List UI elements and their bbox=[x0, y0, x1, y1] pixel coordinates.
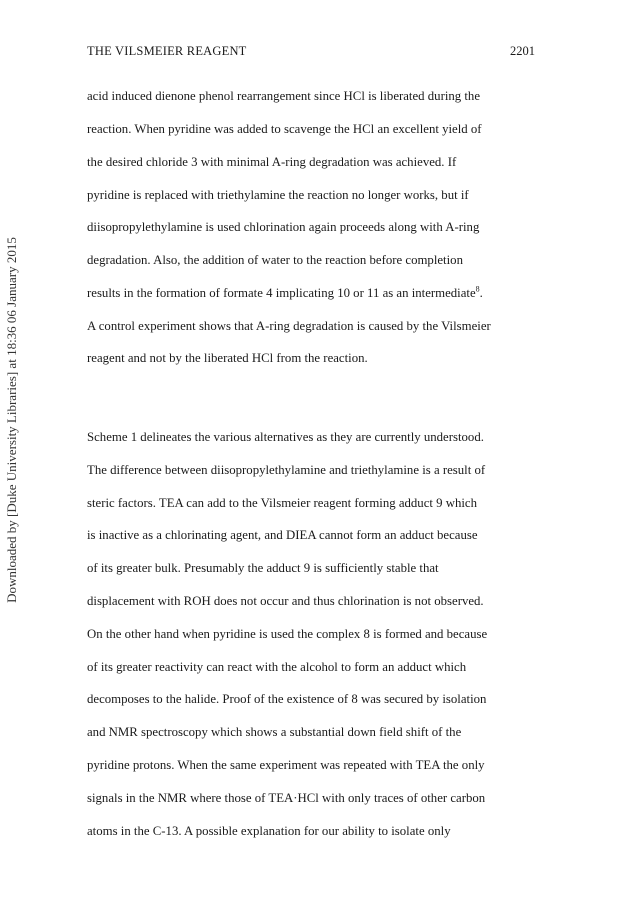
page-number: 2201 bbox=[510, 44, 535, 58]
text-line: signals in the NMR where those of TEA·HCl with only traces of other carbon bbox=[87, 791, 486, 805]
text-line: of its greater bulk. Presumably the adduct 9 is sufficiently stable that bbox=[87, 561, 439, 575]
text-line: reagent and not by the liberated HCl from the reaction. bbox=[87, 351, 368, 365]
running-header-title: THE VILSMEIER REAGENT bbox=[87, 44, 247, 58]
text-line-with-footnote bbox=[87, 285, 483, 301]
text-line: displacement with ROH does not occur and thus chlorination is not observed. bbox=[87, 594, 484, 608]
text-line: and NMR spectroscopy which shows a substantial down field shift of the bbox=[87, 725, 462, 739]
text-line: diisopropylethylamine is used chlorination again proceeds along with A-ring bbox=[87, 220, 480, 234]
text-line: On the other hand when pyridine is used the complex 8 is formed and because bbox=[87, 627, 488, 641]
text-line: The difference between diisopropylethylamine and triethylamine is a result of bbox=[87, 463, 486, 477]
text-line: atoms in the C-13. A possible explanation for our ability to isolate only bbox=[87, 824, 451, 838]
text-line: steric factors. TEA can add to the Vilsmeier reagent forming adduct 9 which bbox=[87, 496, 478, 510]
text-line: acid induced dienone phenol rearrangement since HCl is liberated during the bbox=[87, 89, 481, 103]
text-line: pyridine protons. When the same experiment was repeated with TEA the only bbox=[87, 758, 485, 772]
text-line: Scheme 1 delineates the various alternatives as they are currently understood. bbox=[87, 430, 484, 444]
text-line-body: results in the formation of formate 4 implicating 10 or 11 as an intermediate bbox=[87, 286, 476, 300]
download-watermark bbox=[0, 190, 24, 650]
text-line: the desired chloride 3 with minimal A-ring degradation was achieved. If bbox=[87, 155, 457, 169]
text-line: pyridine is replaced with triethylamine the reaction no longer works, but if bbox=[87, 188, 469, 202]
footnote-suffix: . bbox=[479, 286, 483, 300]
text-line: degradation. Also, the addition of water to the reaction before completion bbox=[87, 253, 463, 267]
text-line: of its greater reactivity can react with the alcohol to form an adduct which bbox=[87, 660, 467, 674]
text-line: A control experiment shows that A-ring degradation is caused by the Vilsmeier bbox=[87, 319, 491, 333]
text-line: decomposes to the halide. Proof of the existence of 8 was secured by isolation bbox=[87, 692, 487, 706]
text-line: is inactive as a chlorinating agent, and DIEA cannot form an adduct because bbox=[87, 528, 478, 542]
footnote-mark: 8 bbox=[475, 284, 480, 294]
text-line: reaction. When pyridine was added to scavenge the HCl an excellent yield of bbox=[87, 122, 482, 136]
download-watermark-text: Downloaded by [Duke University Libraries] at 18:36 06 January 2015 bbox=[4, 237, 19, 603]
